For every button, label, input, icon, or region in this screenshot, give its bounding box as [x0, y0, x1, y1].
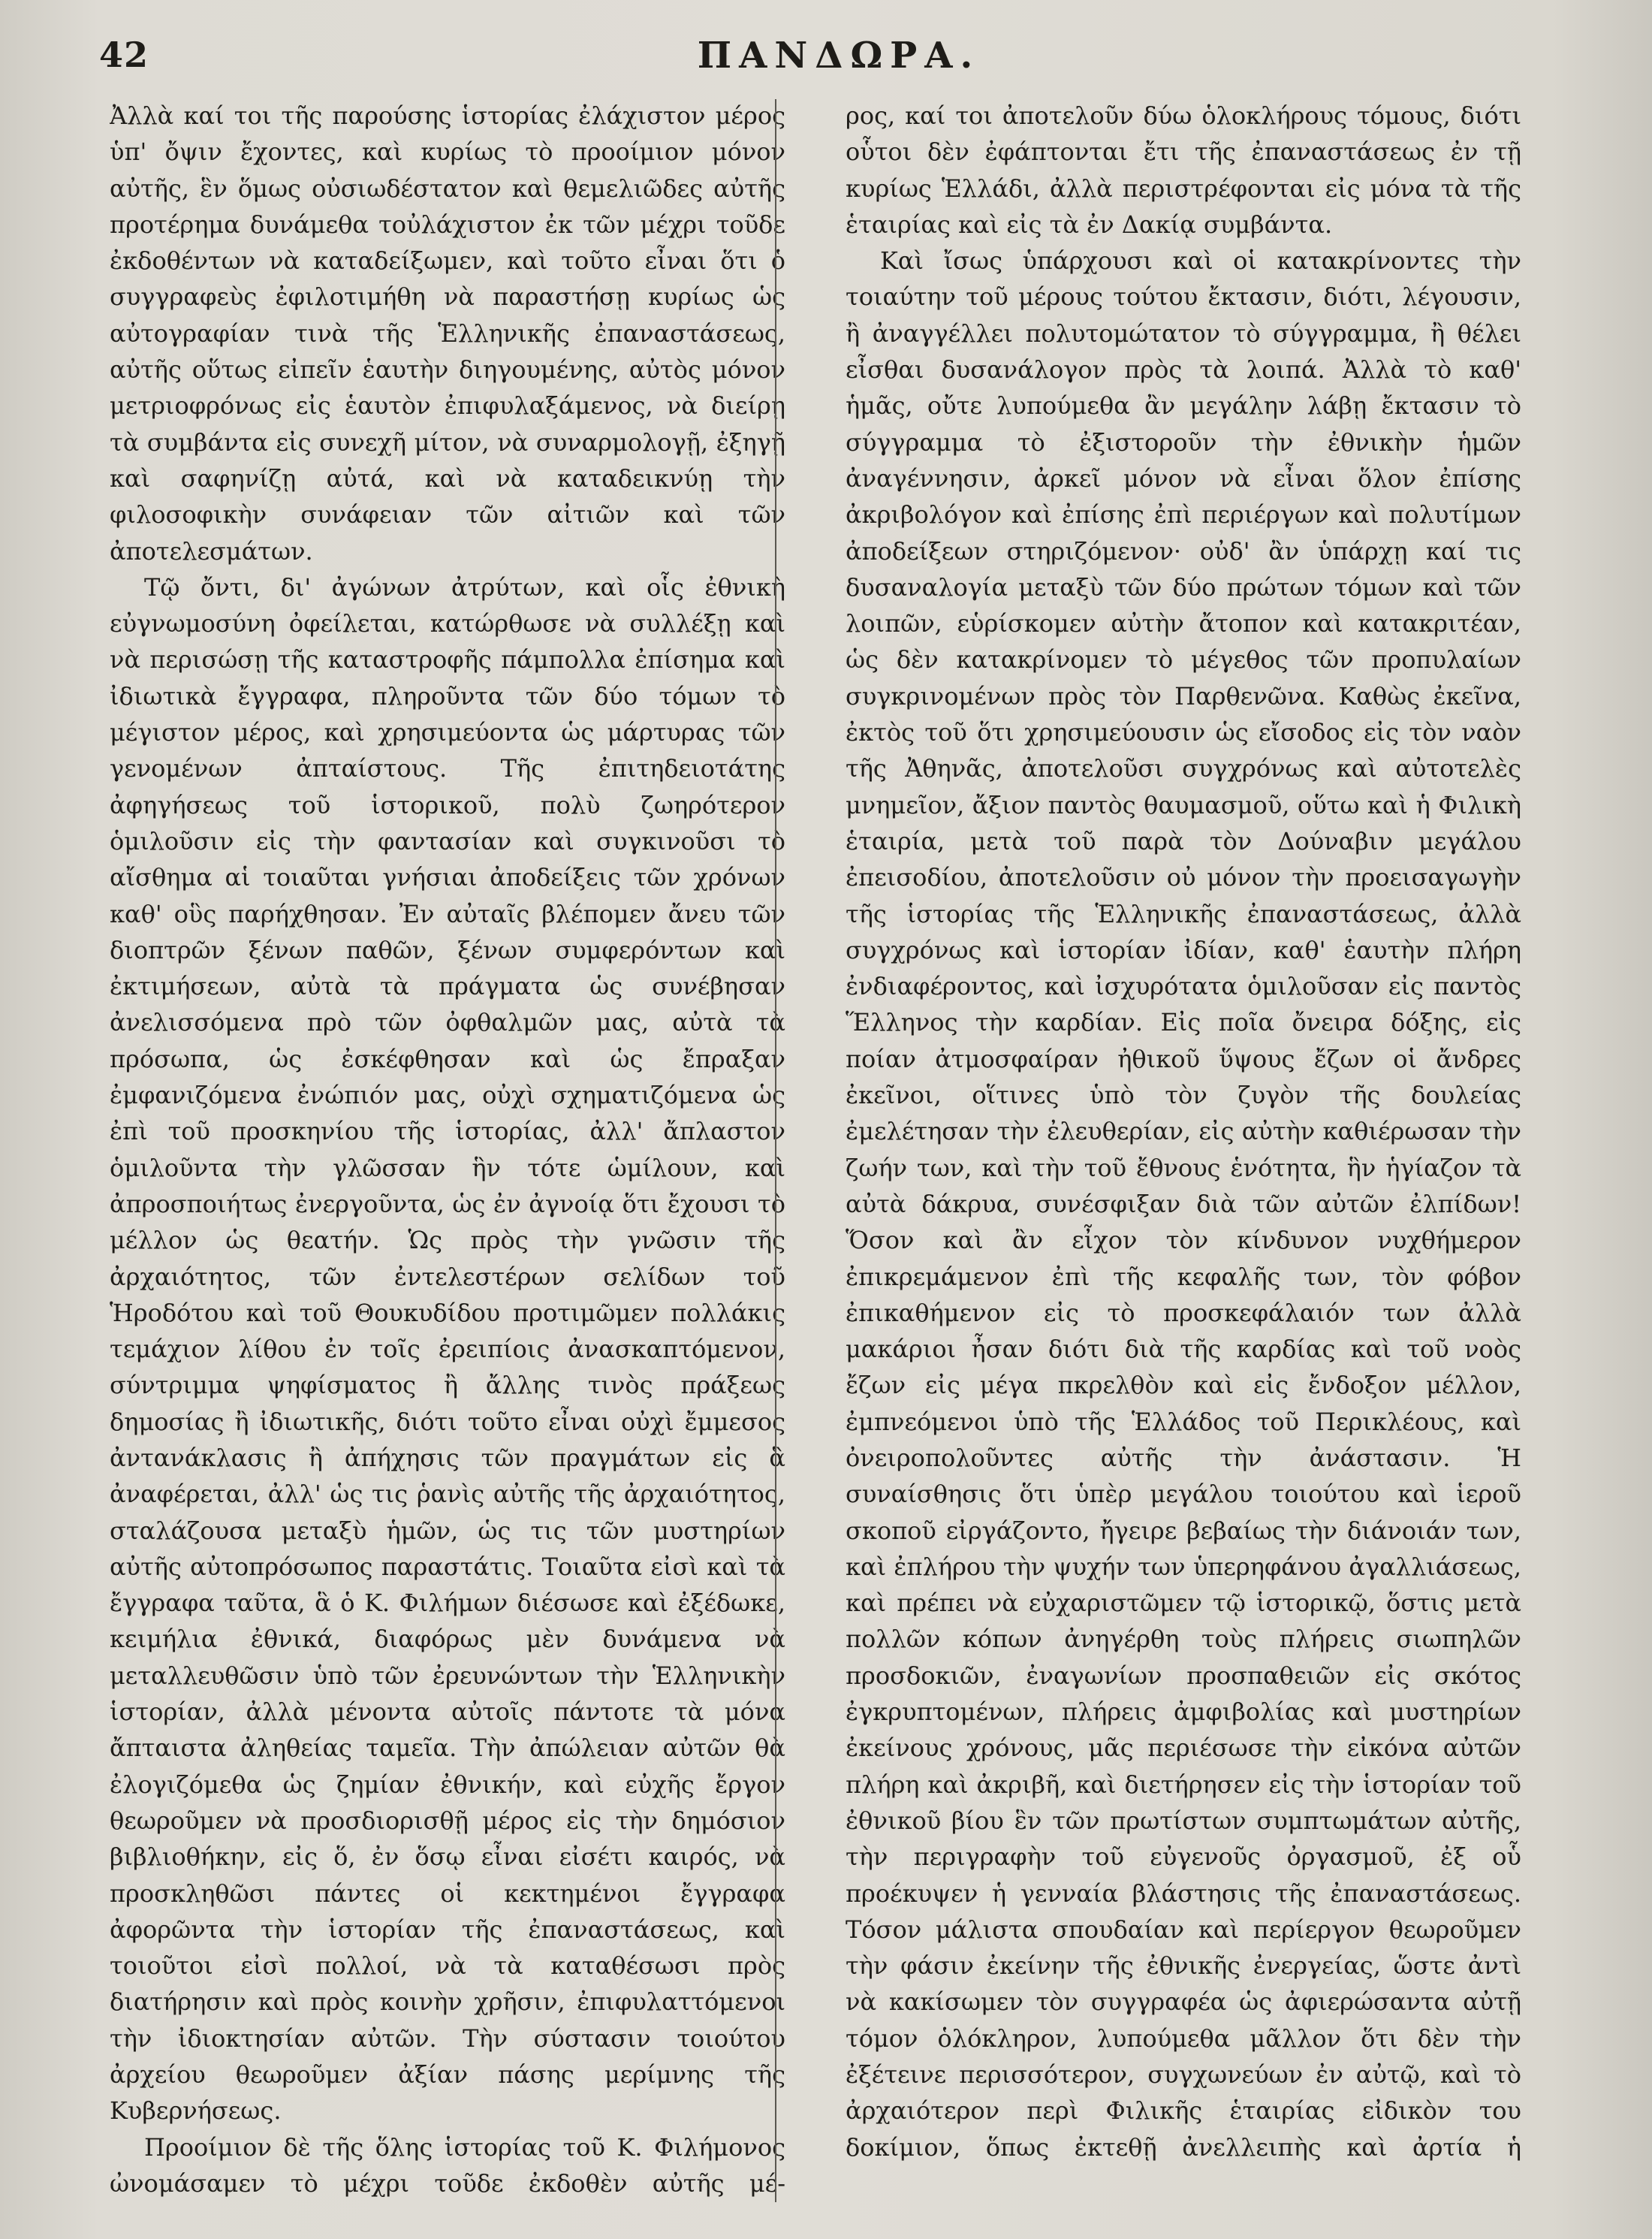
column-divider: [775, 99, 776, 2202]
paragraph-left-3: Προοίμιον δὲ τῆς ὅλης ἱστορίας τοῦ Κ. Φιλήμονος ὠνομάσαμεν τὸ μέχρι τοῦδε ἐκδοθὲν αὐτῆς μέ-: [110, 2132, 785, 2198]
left-column: [110, 98, 785, 2223]
paragraph-right-2: Καὶ ἴσως ὑπάρχουσι καὶ οἱ κατακρίνοντες τὴν τοιαύτην τοῦ μέρους τούτου ἔκτασιν, διότι, λέγουσιν, ἢ ἀναγγέλλει πολυτομώτατον τὸ σύγγραμμα, ἢ θέλει εἶσθαι δυσανάλογον πρὸς τὰ λοιπά. Ἀλλὰ τὸ καθ' ἡμᾶς, οὔτε λυπούμεθα ἂν μεγάλην λάβῃ ἔκτασιν τὸ σύγγραμμα τὸ ἐξιστοροῦν τὴν ἐθνικὴν ἡμῶν ἀναγέννησιν, ἀρκεῖ μόνον νὰ εἶναι ὅλον ἐπίσης ἀκριβολόγον καὶ ἐπίσης ἐπὶ περιέργων καὶ πολυτίμων ἀποδείξεων στηριζόμενον· οὐδ' ἂν ὑπάρχῃ καί τις δυσαναλογία μεταξὺ τῶν δύο πρώτων τόμων καὶ τῶν λοιπῶν, εὑρίσκομεν αὐτὴν ἄτοπον καὶ κατακριτέαν, ὡς δὲν κατακρίνομεν τὸ μέγεθος τῶν προπυλαίων συγκρινομένων πρὸς τὸν Παρθενῶνα. Καθὼς ἐκεῖνα, ἐκτὸς τοῦ ὅτι χρησιμεύουσιν ὡς εἴσοδος εἰς τὸν ναὸν τῆς Ἀθηνᾶς, ἀποτελοῦσι συγχρόνως καὶ αὐτοτελὲς μνημεῖον, ἄξιον παντὸς θαυμασμοῦ, οὕτω καὶ ἡ Φιλικὴ ἑταιρία, μετὰ τοῦ παρὰ τὸν Δούναβιν μεγάλου ἐπεισοδίου, ἀποτελοῦσιν οὐ μόνον τὴν προεισαγωγὴν τῆς ἱστορίας τῆς Ἑλληνικῆς ἐπαναστάσεως, ἀλλὰ συγχρόνως καὶ ἱστορίαν ἰδίαν, καθ' ἑαυτὴν πλήρη ἐνδιαφέροντος, καὶ ἰσχυρότατα ὁμιλοῦσαν εἰς παντὸς Ἕλληνος τὴν καρδίαν. Εἰς ποῖα ὄνειρα δόξης, εἰς ποίαν ἀτμοσφαίραν ἠθικοῦ ὕψους ἔζων οἱ ἄνδρες ἐκεῖνοι, οἵτινες ὑπὸ τὸν ζυγὸν τῆς δουλείας ἐμελέτησαν τὴν ἐλευθερίαν, εἰς αὐτὴν καθιέρωσαν τὴν ζωήν των, καὶ τὴν τοῦ ἔθνους ἑνότητα, ἣν ἡγίαζον τὰ αὐτὰ δάκρυα, συνέσφιξαν διὰ τῶν αὐτῶν ἐλπίδων! Ὅσον καὶ ἂν εἶχον τὸν κίνδυνον νυχθήμερον ἐπικρεμάμενον ἐπὶ τῆς κεφαλῆς των, τὸν φόβον ἐπικαθήμενον εἰς τὸ προσκεφάλαιόν των ἀλλὰ μακάριοι ἦσαν διότι διὰ τῆς καρδίας καὶ τοῦ νοὸς ἔζων εἰς μέγα πκρελθὸν καὶ εἰς ἔνδοξον μέλλον, ἐμπνεόμενοι ὑπὸ τῆς Ἑλλάδος τοῦ Περικλέους, καὶ ὀνειροπολοῦντες αὐτῆς τὴν ἀνάστασιν. Ἡ συναίσθησις ὅτι ὑπὲρ μεγάλου τοιούτου καὶ ἱεροῦ σκοποῦ εἰργάζοντο, ἤγειρε βεβαίως τὴν διάνοιάν των, καὶ ἐπλήρου τὴν ψυχήν των ὑπερηφάνου ἀγαλλιάσεως, καὶ πρέπει νὰ εὐχαριστῶμεν τῷ ἱστορικῷ, ὅστις μετὰ πολλῶν κόπων ἀνηγέρθη τοὺς πλήρεις σιωπηλῶν προσδοκιῶν, ἐναγωνίων προσπαθειῶν εἰς σκότος ἐγκρυπτομένων, πλήρεις ἀμφιβολίας καὶ μυστηρίων ἐκείνους χρόνους, μᾶς περιέσωσε τὴν εἰκόνα αὐτῶν πλήρη καὶ ἀκριβῆ, καὶ διετήρησεν εἰς τὴν ἱστορίαν τοῦ ἐθνικοῦ βίου ἓν τῶν πρωτίστων συμπτωμάτων αὐτῆς, τὴν περιγραφὴν τοῦ εὐγενοῦς ὀργασμοῦ, ἐξ οὗ προέκυψεν ἡ γενναία βλάστησις τῆς ἐπαναστάσεως. Τόσον μάλιστα σπουδαίαν καὶ περίεργον θεωροῦμεν τὴν φάσιν ἐκείνην τῆς ἐθνικῆς ἐνεργείας, ὥστε ἀντὶ νὰ κακίσωμεν τὸν συγγραφέα ὡς ἀφιερώσαντα αὐτῇ τόμον ὁλόκληρον, λυπούμεθα μᾶλλον ὅτι δὲν τὴν ἐξέτεινε περισσότερον, συγχωνεύων ἐν αὐτῷ, καὶ τὸ ἀρχαιότερον περὶ Φιλικῆς ἑταιρίας εἰδικὸν του δοκίμιον, ὅπως ἐκτεθῇ ἀνελλειπὴς καὶ ἀρτία ἡ: [846, 246, 1521, 2162]
page-number: 42: [99, 35, 149, 75]
paragraph-right-1: ρος, καί τοι ἀποτελοῦν δύω ὁλοκλήρους τόμους, διότι οὗτοι δὲν ἐφάπτονται ἔτι τῆς ἐπαναστάσεως ἐν τῇ κυρίως Ἑλλάδι, ἀλλὰ περιστρέφονται εἰς μόνα τὰ τῆς ἑταιρίας καὶ εἰς τὰ ἐν Δακίᾳ συμβάντα.: [846, 101, 1521, 239]
paragraph-left-1: Ἀλλὰ καί τοι τῆς παρούσης ἱστορίας ἐλάχιστον μέρος ὑπ' ὄψιν ἔχοντες, καὶ κυρίως τὸ προοίμιον μόνον αὐτῆς, ἓν ὅμως οὐσιωδέστατον καὶ θεμελιῶδες αὐτῆς προτέρημα δυνάμεθα τοὐλάχιστον ἐκ τῶν μέχρι τοῦδε ἐκδοθέντων νὰ καταδείξωμεν, καὶ τοῦτο εἶναι ὅτι ὁ συγγραφεὺς ἐφιλοτιμήθη νὰ παραστήσῃ κυρίως ὡς αὐτογραφίαν τινὰ τῆς Ἑλληνικῆς ἐπαναστάσεως, αὐτῆς οὕτως εἰπεῖν ἑαυτὴν διηγουμένης, αὐτὸς μόνον μετριοφρόνως εἰς ἑαυτὸν ἐπιφυλαξάμενος, νὰ διείρῃ τὰ συμβάντα εἰς συνεχῆ μίτον, νὰ συναρμολογῇ, ἐξηγῇ καὶ σαφηνίζῃ αὐτά, καὶ νὰ καταδεικνύῃ τὴν φιλοσοφικὴν συνάφειαν τῶν αἰτιῶν καὶ τῶν ἀποτελεσμάτων.: [110, 101, 785, 566]
paragraph-left-2: Τῷ ὄντι, δι' ἀγώνων ἀτρύτων, καὶ οἷς ἐθνικὴ εὐγνωμοσύνη ὀφείλεται, κατώρθωσε νὰ συλλέξῃ καὶ νὰ περισώσῃ τῆς καταστροφῆς πάμπολλα ἐπίσημα καὶ ἰδιωτικὰ ἔγγραφα, πληροῦντα τῶν δύο τόμων τὸ μέγιστον μέρος, καὶ χρησιμεύοντα ὡς μάρτυρας τῶν γενομένων ἀπταίστους. Τῆς ἐπιτηδειοτάτης ἀφηγήσεως τοῦ ἱστορικοῦ, πολὺ ζωηρότερον ὁμιλοῦσιν εἰς τὴν φαντασίαν καὶ συγκινοῦσι τὸ αἴσθημα αἱ τοιαῦται γνήσιαι ἀποδείξεις τῶν χρόνων καθ' οὓς παρήχθησαν. Ἐν αὐταῖς βλέπομεν ἄνευ τῶν διοπτρῶν ξένων παθῶν, ξένων συμφερόντων καὶ ἐκτιμήσεων, αὐτὰ τὰ πράγματα ὡς συνέβησαν ἀνελισσόμενα πρὸ τῶν ὀφθαλμῶν μας, αὐτὰ τὰ πρόσωπα, ὡς ἐσκέφθησαν καὶ ὡς ἔπραξαν ἐμφανιζόμενα ἐνώπιόν μας, οὐχὶ σχηματιζόμενα ὡς ἐπὶ τοῦ προσκηνίου τῆς ἱστορίας, ἀλλ' ἄπλαστον ὁμιλοῦντα τὴν γλῶσσαν ἣν τότε ὡμίλουν, καὶ ἀπροσποιήτως ἐνεργοῦντα, ὡς ἐν ἀγνοίᾳ ὅτι ἔχουσι τὸ μέλλον ὡς θεατήν. Ὡς πρὸς τὴν γνῶσιν τῆς ἀρχαιότητος, τῶν ἐντελεστέρων σελίδων τοῦ Ἡροδότου καὶ τοῦ Θουκυδίδου προτιμῶμεν πολλάκις τεμάχιον λίθου ἐν τοῖς ἐρειπίοις ἀνασκαπτόμενον, σύντριμμα ψηφίσματος ἢ ἄλλης τινὸς πράξεως δημοσίας ἢ ἰδιωτικῆς, διότι τοῦτο εἶναι οὐχὶ ἔμμεσος ἀντανάκλασις ἢ ἀπήχησις τῶν πραγμάτων εἰς ἃ ἀναφέρεται, ἀλλ' ὡς τις ῥανὶς αὐτῆς τῆς ἀρχαιότητος, σταλάζουσα μεταξὺ ἡμῶν, ὡς τις τῶν μυστηρίων αὐτῆς αὐτοπρόσωπος παραστάτις. Τοιαῦτα εἰσὶ καὶ τὰ ἔγγραφα ταῦτα, ἃ ὁ Κ. Φιλήμων διέσωσε καὶ ἐξέδωκε, κειμήλια ἐθνικά, διαφόρως μὲν δυνάμενα νὰ μεταλλευθῶσιν ὑπὸ τῶν ἐρευνώντων τὴν Ἑλληνικὴν ἱστορίαν, ἀλλὰ μένοντα αὐτοῖς πάντοτε τὰ μόνα ἄπταιστα ἀληθείας ταμεῖα. Τὴν ἀπώλειαν αὐτῶν θὰ ἐλογιζόμεθα ὡς ζημίαν ἐθνικήν, καὶ εὐχῆς ἔργον θεωροῦμεν νὰ προσδιορισθῇ μέρος εἰς τὴν δημόσιον βιβλιοθήκην, εἰς ὅ, ἐν ὅσῳ εἶναι εἰσέτι καιρός, νὰ προσκληθῶσι πάντες οἱ κεκτημένοι ἔγγραφα ἀφορῶντα τὴν ἱστορίαν τῆς ἐπαναστάσεως, καὶ τοιοῦτοι εἰσὶ πολλοί, νὰ τὰ καταθέσωσι πρὸς διατήρησιν καὶ πρὸς κοινὴν χρῆσιν, ἐπιφυλαττόμενοι τὴν ἰδιοκτησίαν αὐτῶν. Τὴν σύστασιν τοιούτου ἀρχείου θεωροῦμεν ἀξίαν πάσης μερίμνης τῆς Κυβερνήσεως.: [110, 572, 785, 2126]
running-title: ΠΑΝΔΩΡΑ.: [697, 35, 981, 77]
right-column: [846, 98, 1521, 2223]
page-header: [99, 30, 1578, 83]
